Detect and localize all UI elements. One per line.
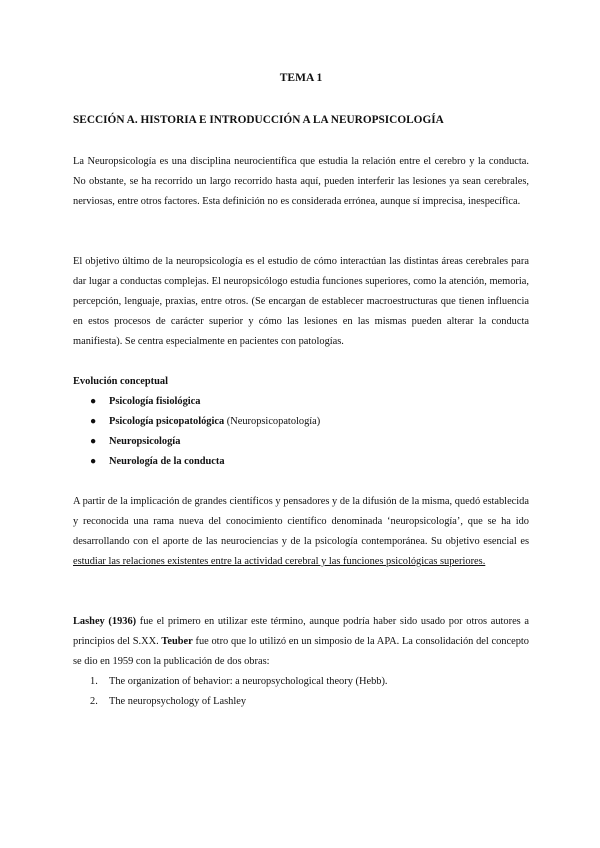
evolution-heading: Evolución conceptual: [73, 376, 168, 387]
list-item: ● Psicología fisiológica: [73, 392, 529, 412]
list-item: ● Neurología de la conducta: [73, 452, 529, 472]
bullet-icon: ●: [90, 436, 97, 447]
paragraph-authors: Lashey (1936) fue el primero en utilizar este término, aunque podría haber sido usado por otros autores a principios del S.XX. Teuber fue otro que lo utilizó en un simposio de la APA. La consolidación del concepto se dio en 1959 con la publicación de dos obras:: [73, 616, 529, 667]
bullet-icon: ●: [90, 456, 97, 467]
evolution-list: [73, 392, 529, 472]
list-item: ● Psicología psicopatológica (Neuropsicopatología): [73, 412, 529, 432]
works-list: [73, 672, 529, 712]
bullet-icon: ●: [90, 396, 97, 407]
list-item: 1. The organization of behavior: a neuropsychological theory (Hebb).: [90, 676, 388, 687]
list-item: ● Neuropsicología: [73, 432, 529, 452]
author-lashey: Lashey (1936): [73, 616, 137, 627]
bullet-icon: ●: [90, 416, 97, 427]
paragraph-definition: La Neuropsicología es una disciplina neurocientífica que estudia la relación entre el cerebro y la conducta. No obstante, se ha recorrido un largo recorrido hasta aquí, pueden interferir las lesiones ya sean cerebrales, nerviosas, entre otros factores. Esta definición no es considerada errónea, aunque sí imprecisa, inespecífica.: [73, 156, 529, 207]
section-heading: SECCIÓN A. HISTORIA E INTRODUCCIÓN A LA NEUROPSICOLOGÍA: [73, 114, 444, 126]
page-title: TEMA 1: [279, 72, 323, 84]
underlined-objective: estudiar las relaciones existentes entre la actividad cerebral y las funciones psicológicas superiores.: [73, 556, 486, 567]
paragraph-objective: El objetivo último de la neuropsicología es el estudio de cómo interactúan las distintas áreas cerebrales para dar lugar a conductas complejas. El neuropsicólogo estudia funciones superiores, como la atención, memoria, percepción, lenguaje, praxias, entre otros. (Se encargan de establecer macroestructuras que tienen influencia en estos procesos de carácter superior y cómo las lesiones en las mismas pueden alterar la conducta manifiesta). Se centra especialmente en pacientes con patologías.: [73, 256, 529, 347]
paragraph-neuropsychology-origin: A partir de la implicación de grandes científicos y pensadores y de la difusión de la misma, quedó establecida y reconocida una rama nueva del conocimiento científico denominada ‘neuropsicología’, que se ha ido desarrollando con el aporte de las neurociencias y de la psicología contemporánea. Su objetivo esencial es estudiar las relaciones existentes entre la actividad cerebral y las funciones psicológicas superiores.: [73, 496, 529, 567]
author-teuber: Teuber: [161, 636, 193, 647]
list-item: 2. The neuropsychology of Lashley: [90, 696, 247, 707]
